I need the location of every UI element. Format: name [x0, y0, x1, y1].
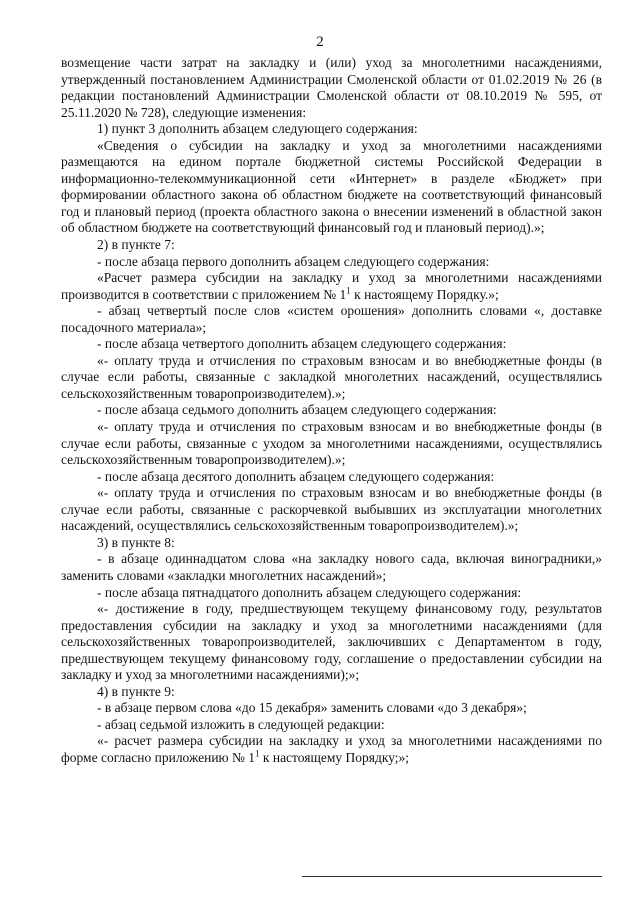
paragraph-quote-subsidy-info: «Сведения о субсидии на закладку и уход за многолетними насаждениями размещаются на едином портале бюджетной системы Российской Федерации в информационно-телекоммуникационной сети «Интернет» в разделе «Бюджет» при формировании областного закона об областном бюджете на соответствующий финансовый год и плановый период (проекта областного закона о внесении изменений в областной закон об областном бюджете на соответствующий финансовый год и плановый период).»; — [61, 137, 602, 236]
paragraph-amendment: - после абзаца пятнадцатого дополнить абзацем следующего содержания: — [97, 584, 522, 600]
paragraph-quote: «- оплату труда и отчисления по страховым взносам и во внебюджетные фонды (в случае если работы, связанные с уходом за многолетними насаждениями, осуществлялись сельскохозяйственным товаропроизводителем).»; — [61, 419, 602, 468]
paragraph-item-1: 1) пункт 3 дополнить абзацем следующего содержания: — [97, 121, 418, 137]
footer-divider-line — [302, 876, 602, 877]
document-body — [61, 55, 602, 767]
paragraph-quote: «- оплату труда и отчисления по страховым взносам и во внебюджетные фонды (в случае если работы, связанные с закладкой многолетних насаждений, осуществлялись сельскохозяйственным товаропроизводителем).»; — [61, 352, 602, 401]
paragraph-item-4: 4) в пункте 9: — [97, 683, 175, 699]
paragraph-quote-calculation: «- расчет размера субсидии на закладку и уход за многолетними насаждениями по форме согласно приложению № $1^1$ к настоящему Порядку;»; — [61, 733, 602, 765]
paragraph-amendment: - в абзаце первом слова «до 15 декабря» заменить словами «до 3 декабря»; — [97, 700, 527, 716]
paragraph-amendment: - после абзаца десятого дополнить абзацем следующего содержания: — [97, 468, 495, 484]
paragraph-intro: возмещение части затрат на закладку и (или) уход за многолетними насаждениями, утвержденный постановлением Администрации Смоленской области от 01.02.2019 № 26 (в редакции постановлений Администрации Смоленской области от 08.10.2019 № 595, от 25.11.2020 № 728), следующие изменения: — [61, 55, 602, 120]
paragraph-item-3: 3) в пункте 8: — [97, 534, 175, 550]
paragraph-quote: «- оплату труда и отчисления по страховым взносам и во внебюджетные фонды (в случае если работы, связанные с раскорчевкой выбывших из эксплуатации многолетних насаждений, осуществлялись сельскохозяйственным товаропроизводителем).»; — [61, 485, 602, 534]
paragraph-amendment: - абзац четвертый после слов «систем орошения» дополнить словами «, доставке посадочного материала»; — [61, 303, 602, 335]
paragraph-item-2: 2) в пункте 7: — [97, 237, 175, 253]
superscript: 1 — [255, 748, 260, 759]
paragraph-amendment: - после абзаца четвертого дополнить абзацем следующего содержания: — [97, 336, 507, 352]
page-number: 2 — [316, 34, 324, 50]
paragraph-quote: «- достижение в году, предшествующем текущему финансовому году, результатов предоставления субсидии на закладку и уход за многолетними насаждениями (для сельскохозяйственных товаропроизводителей, заключивших с Департаментом в году, предшествующем текущему финансовому году, соглашение о предоставлении субсидии на закладку и уход за многолетними насаждениями);»; — [61, 601, 602, 683]
paragraph-quote-calculation: «Расчет размера субсидии на закладку и уход за многолетними насаждениями производится в соответствии с приложением № $1^1$ к настоящему Порядку.»; — [61, 270, 602, 302]
paragraph-amendment: - абзац седьмой изложить в следующей редакции: — [97, 716, 385, 732]
superscript: 1 — [346, 285, 351, 296]
paragraph-amendment: - после абзаца седьмого дополнить абзацем следующего содержания: — [97, 402, 497, 418]
paragraph-amendment: - в абзаце одиннадцатом слова «на закладку нового сада, включая виноградники,» заменить словами «закладки многолетних насаждений»; — [61, 551, 602, 583]
paragraph-amendment: - после абзаца первого дополнить абзацем следующего содержания: — [97, 253, 490, 269]
